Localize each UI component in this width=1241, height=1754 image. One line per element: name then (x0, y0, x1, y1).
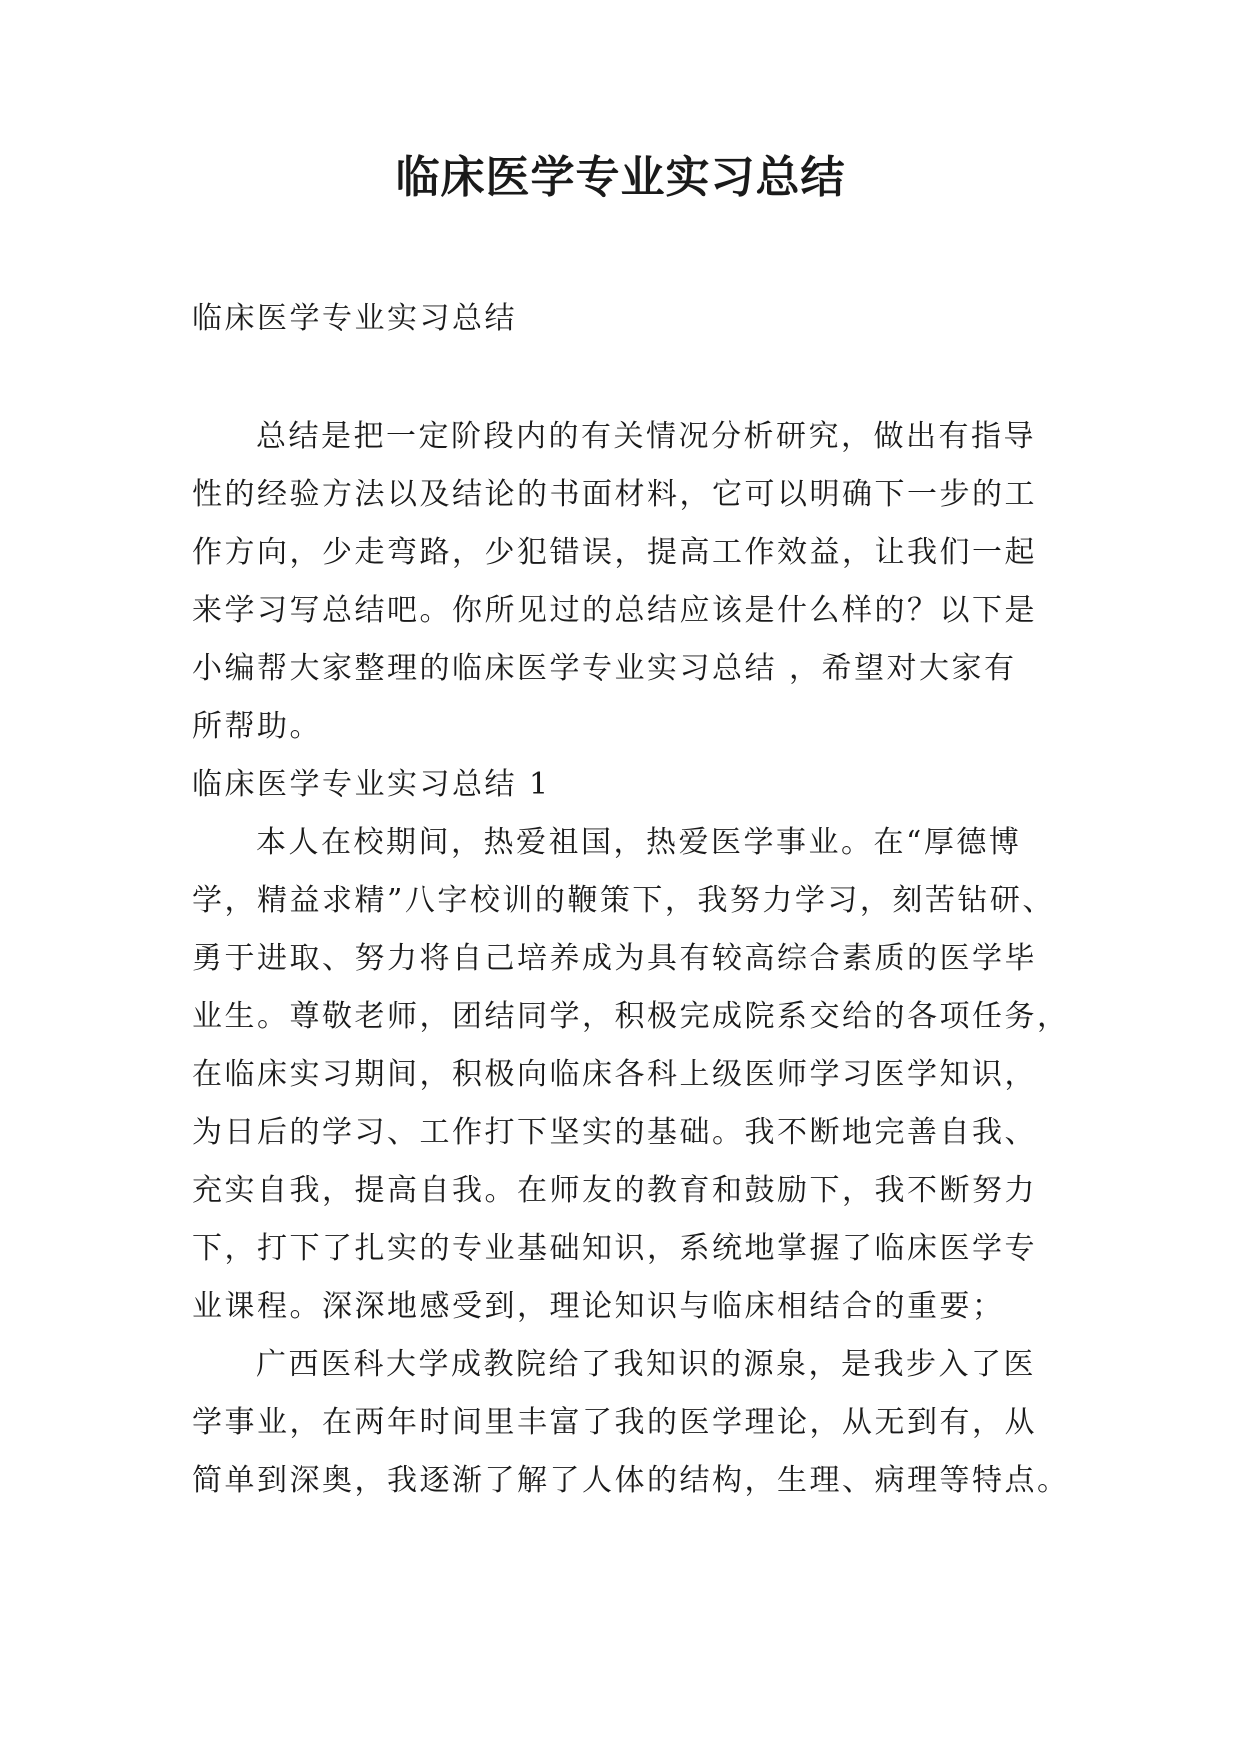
paragraph-line: 学事业，在两年时间里丰富了我的医学理论，从无到有，从 (192, 1405, 1037, 1440)
paragraph-line: 充实自我，提高自我。在师友的教育和鼓励下，我不断努力 (192, 1173, 1037, 1208)
intro-paragraph (192, 408, 1052, 756)
intro-line: 作方向，少走弯路，少犯错误，提高工作效益，让我们一起 (192, 535, 1037, 570)
intro-line: 总结是把一定阶段内的有关情况分析研究，做出有指导 (256, 419, 1036, 454)
body-paragraph-1 (192, 814, 1070, 1336)
paragraph-line: 本人在校期间，热爱祖国，热爱医学事业。在“厚德博 (256, 825, 1022, 860)
paragraph-line: 业课程。深深地感受到，理论知识与临床相结合的重要； (192, 1289, 1005, 1324)
document-subtitle: 临床医学专业实习总结 (192, 301, 517, 336)
intro-line: 所帮助。 (192, 709, 322, 744)
body-paragraph-2 (192, 1336, 1070, 1510)
intro-line: 性的经验方法以及结论的书面材料，它可以明确下一步的工 (192, 477, 1037, 512)
paragraph-line: 在临床实习期间，积极向临床各科上级医师学习医学知识， (192, 1057, 1037, 1092)
intro-line: 来学习写总结吧。你所见过的总结应该是什么样的？以下是 (192, 593, 1037, 628)
document-title: 临床医学专业实习总结 (395, 152, 846, 203)
paragraph-line: 下，打下了扎实的专业基础知识，系统地掌握了临床医学专 (192, 1231, 1037, 1266)
paragraph-line: 广西医科大学成教院给了我知识的源泉，是我步入了医 (256, 1347, 1036, 1382)
paragraph-line: 为日后的学习、工作打下坚实的基础。我不断地完善自我、 (192, 1115, 1037, 1150)
section-heading: 临床医学专业实习总结 1 (192, 767, 551, 802)
paragraph-line: 业生。尊敬老师，团结同学，积极完成院系交给的各项任务， (192, 999, 1070, 1034)
paragraph-line: 简单到深奥，我逐渐了解了人体的结构，生理、病理等特点。 (192, 1463, 1070, 1498)
paragraph-line: 勇于进取、努力将自己培养成为具有较高综合素质的医学毕 (192, 941, 1037, 976)
document-body (192, 290, 1070, 1510)
paragraph-line: 学，精益求精”八字校训的鞭策下，我努力学习，刻苦钻研、 (192, 883, 1055, 918)
intro-line: 小编帮大家整理的临床医学专业实习总结 ，希望对大家有 (192, 651, 1017, 686)
